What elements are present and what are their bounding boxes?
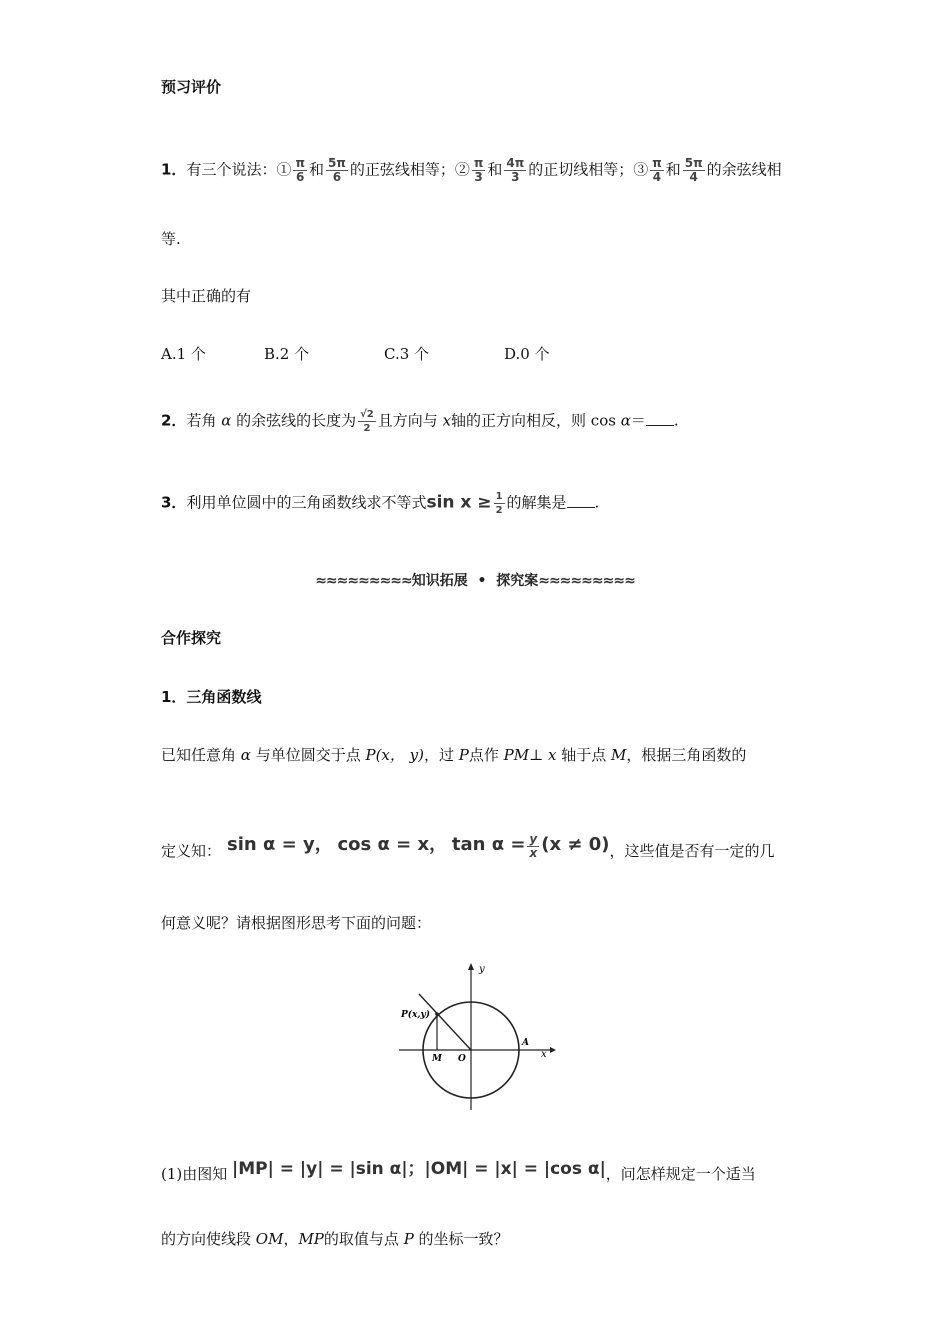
paragraph-1: 已知任意角 α 与单位圆交于点 P(x， y)，过 P点作 PM⊥ x 轴于点 M，根据三角函数的	[161, 746, 747, 764]
paragraph-3: 何意义呢？请根据图形思考下面的问题：	[161, 914, 432, 932]
text: x	[442, 411, 452, 430]
question-number: 3．	[161, 493, 187, 512]
text: 和	[665, 160, 681, 179]
subheading: 1．三角函数线	[161, 688, 262, 706]
fraction: $\frac{\pi}{3}$	[473, 156, 484, 184]
option-a: A.1 个	[161, 345, 206, 363]
fraction: $\frac{\pi}{6}$	[295, 156, 305, 184]
y-axis-arrow	[468, 963, 474, 970]
text: 的正切线相等；③	[528, 160, 649, 179]
formula: sin α = y，	[227, 834, 333, 855]
divider-dot: •	[477, 573, 487, 589]
option-b: B.2 个	[264, 345, 310, 363]
unit-circle-figure	[395, 960, 560, 1115]
text: α	[620, 411, 631, 430]
label-o: O	[458, 1054, 466, 1064]
label-a: A	[522, 1038, 529, 1048]
text: 轴的正方向相反，则 cos	[451, 411, 621, 430]
x-axis-arrow	[550, 1047, 556, 1053]
divider-title: 探究案	[496, 573, 539, 589]
point-p	[435, 1012, 439, 1016]
fraction: $\frac{y}{x}$	[529, 831, 538, 860]
text: 的余弦线相	[706, 160, 782, 179]
question-3	[161, 490, 599, 517]
section-heading-explore: 合作探究	[161, 629, 222, 647]
formula: tan α =	[451, 834, 526, 855]
question-1-line-1	[161, 157, 782, 184]
question-1-continuation: 等.	[161, 230, 181, 248]
formula: |MP| = |y| = |sin α|；|OM| = |x| = |cos α|	[232, 1159, 606, 1179]
wave-decoration: ≈≈≈≈≈≈≈≈≈	[315, 573, 412, 589]
text: 的正弦线相等；②	[349, 160, 470, 179]
section-heading-preview: 预习评价	[161, 78, 222, 96]
label-p: P(x,y)	[401, 1010, 431, 1020]
answer-blank	[567, 495, 595, 508]
fraction: $\frac{5\pi}{6}$	[327, 156, 346, 184]
formula: cos α = x，	[337, 834, 448, 855]
text: 有三个说法：①	[186, 160, 292, 179]
text: 的解集是	[506, 493, 567, 512]
divider-title: 知识拓展	[411, 573, 468, 589]
text: 的余弦线的长度为	[231, 411, 357, 430]
answer-blank	[646, 413, 674, 426]
exploration-question-1-line-2: 的方向使线段 OM，MP的取值与点 P 的坐标一致？	[161, 1230, 509, 1248]
text: .	[673, 411, 679, 430]
text: 和	[308, 160, 324, 179]
text: .	[594, 493, 600, 512]
question-number: 1．	[161, 160, 187, 179]
fraction: $\frac{5\pi}{4}$	[684, 156, 703, 184]
text: 且方向与	[377, 411, 443, 430]
text: 若角	[186, 411, 222, 430]
text: 利用单位圆中的三角函数线求不等式	[186, 493, 427, 512]
text: α	[221, 411, 232, 430]
fraction: $\frac{1}{2}$	[495, 491, 503, 516]
option-d: D.0 个	[504, 345, 550, 363]
formula: (x ≠ 0)	[541, 834, 610, 855]
question-number: 2．	[161, 411, 187, 430]
question-2	[161, 408, 679, 435]
text: ＝	[630, 411, 646, 430]
label-x: x	[541, 1049, 547, 1060]
inequality: sin x ≥	[426, 492, 492, 513]
option-c: C.3 个	[384, 345, 430, 363]
text: 和	[487, 160, 503, 179]
question-1-ask: 其中正确的有	[161, 287, 252, 305]
exploration-question-1: (1)由图知 |MP| = |y| = |sin α|；|OM| = |x| = |cos α|，问怎样规定一个适当	[161, 1159, 756, 1183]
fraction: $\frac{4\pi}{3}$	[506, 156, 525, 184]
label-m: M	[432, 1054, 442, 1064]
paragraph-2: 定义知： sin α = y， cos α = x， tan α = $\frac{y}{x}$ (x ≠ 0)，这些值是否有一定的几	[161, 831, 775, 860]
fraction: $\frac{√2}{2}$	[360, 409, 374, 434]
fraction: $\frac{\pi}{4}$	[652, 156, 662, 184]
section-divider	[0, 570, 950, 590]
label-y: y	[479, 964, 485, 975]
wave-decoration: ≈≈≈≈≈≈≈≈≈	[538, 573, 635, 589]
